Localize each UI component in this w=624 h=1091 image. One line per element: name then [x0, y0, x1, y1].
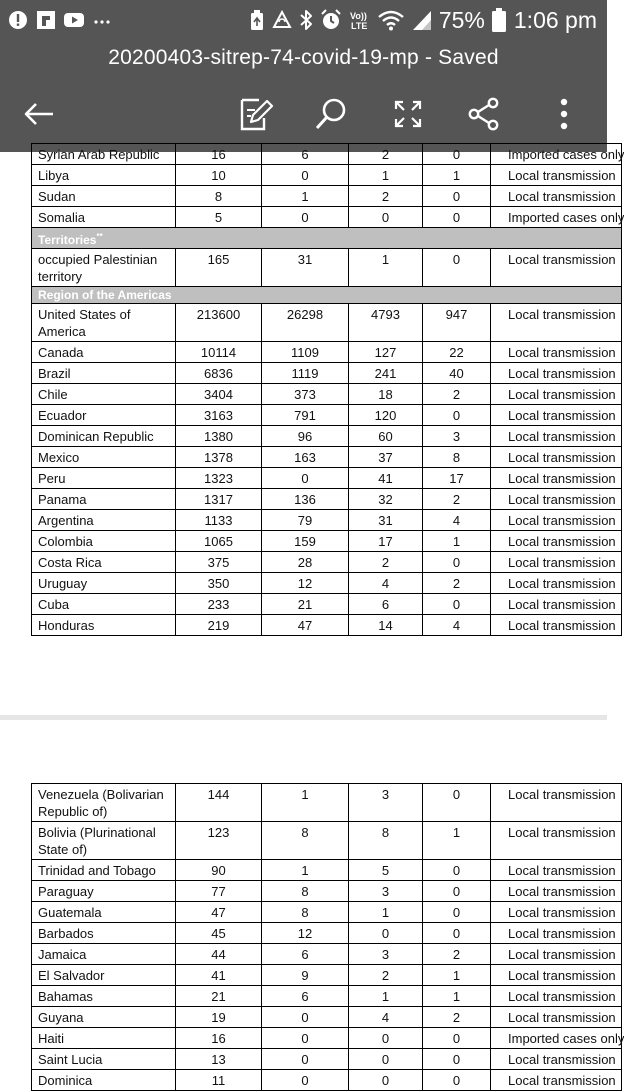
country-cell: Sudan — [32, 186, 176, 207]
section-title: Territories — [38, 233, 97, 247]
system-status — [242, 6, 597, 34]
alarm-icon — [320, 9, 342, 31]
new-cases-cell: 0 — [262, 1028, 349, 1049]
battery-icon — [492, 8, 506, 32]
country-cell: Haiti — [32, 1028, 176, 1049]
new-deaths-cell: 0 — [423, 405, 491, 426]
new-deaths-cell: 0 — [423, 923, 491, 944]
country-cell: Jamaica — [32, 944, 176, 965]
new-cases-cell: 21 — [262, 594, 349, 615]
table-body — [32, 784, 622, 1091]
new-deaths-cell: 0 — [423, 784, 491, 822]
new-deaths-cell: 8 — [423, 447, 491, 468]
country-cell: Honduras — [32, 615, 176, 636]
alert-icon — [8, 10, 28, 30]
table-row — [32, 1028, 622, 1049]
country-cell: Barbados — [32, 923, 176, 944]
total-cases-cell: 1378 — [176, 447, 262, 468]
total-deaths-cell: 32 — [349, 489, 423, 510]
new-deaths-cell: 0 — [423, 1049, 491, 1070]
table-row — [32, 342, 622, 363]
total-deaths-cell: 37 — [349, 447, 423, 468]
total-deaths-cell: 4793 — [349, 304, 423, 342]
new-cases-cell: 1 — [262, 784, 349, 822]
table-row — [32, 573, 622, 594]
new-deaths-cell: 1 — [423, 965, 491, 986]
clock: 1:06 pm — [513, 6, 597, 33]
youtube-icon — [64, 10, 84, 30]
country-cell: Paraguay — [32, 881, 176, 902]
section-header — [32, 287, 622, 304]
country-cell: Dominica — [32, 1070, 176, 1091]
table-row — [32, 986, 622, 1007]
table-row — [32, 510, 622, 531]
total-deaths-cell: 17 — [349, 531, 423, 552]
country-cell: Chile — [32, 384, 176, 405]
total-deaths-cell: 3 — [349, 784, 423, 822]
section-header-row — [32, 228, 622, 249]
new-cases-cell: 1109 — [262, 342, 349, 363]
table-row — [32, 426, 622, 447]
table-row — [32, 944, 622, 965]
total-deaths-cell: 8 — [349, 822, 423, 860]
transmission-cell: Local transmission — [491, 552, 622, 573]
total-cases-cell: 47 — [176, 902, 262, 923]
country-cell: Bahamas — [32, 986, 176, 1007]
new-deaths-cell: 0 — [423, 1028, 491, 1049]
transmission-cell: Local transmission — [491, 822, 622, 860]
new-cases-cell: 0 — [262, 1049, 349, 1070]
volte-icon — [349, 9, 371, 31]
country-cell: El Salvador — [32, 965, 176, 986]
new-cases-cell: 8 — [262, 902, 349, 923]
new-deaths-cell: 0 — [423, 881, 491, 902]
country-cell: occupied Palestinian territory — [32, 249, 176, 287]
share-button[interactable] — [462, 92, 506, 136]
total-deaths-cell: 31 — [349, 510, 423, 531]
table-row — [32, 531, 622, 552]
total-cases-cell: 350 — [176, 573, 262, 594]
table-row — [32, 489, 622, 510]
total-deaths-cell: 2 — [349, 552, 423, 573]
new-cases-cell: 6 — [262, 144, 349, 165]
new-deaths-cell: 2 — [423, 1007, 491, 1028]
new-cases-cell: 1 — [262, 860, 349, 881]
total-cases-cell: 3404 — [176, 384, 262, 405]
table-row — [32, 784, 622, 822]
transmission-cell: Local transmission — [491, 165, 622, 186]
country-cell: Syrian Arab Republic — [32, 144, 176, 165]
total-deaths-cell: 0 — [349, 1070, 423, 1091]
country-cell: Saint Lucia — [32, 1049, 176, 1070]
new-deaths-cell: 0 — [423, 207, 491, 228]
transmission-cell: Local transmission — [491, 944, 622, 965]
total-cases-cell: 21 — [176, 986, 262, 1007]
total-cases-cell: 77 — [176, 881, 262, 902]
transmission-cell: Imported cases only — [491, 207, 622, 228]
new-deaths-cell: 40 — [423, 363, 491, 384]
new-cases-cell: 12 — [262, 923, 349, 944]
new-cases-cell: 79 — [262, 510, 349, 531]
signal-icon — [411, 9, 433, 31]
notification-icons — [8, 8, 120, 32]
transmission-cell: Local transmission — [491, 615, 622, 636]
total-cases-cell: 16 — [176, 1028, 262, 1049]
table-row — [32, 447, 622, 468]
table-row — [32, 552, 622, 573]
total-cases-cell: 213600 — [176, 304, 262, 342]
total-deaths-cell: 0 — [349, 1028, 423, 1049]
transmission-cell: Local transmission — [491, 304, 622, 342]
country-cell: Panama — [32, 489, 176, 510]
country-cell: Cuba — [32, 594, 176, 615]
table-row — [32, 860, 622, 881]
country-cell: Guatemala — [32, 902, 176, 923]
transmission-cell: Local transmission — [491, 986, 622, 1007]
new-deaths-cell: 0 — [423, 552, 491, 573]
total-cases-cell: 1323 — [176, 468, 262, 489]
new-cases-cell: 1 — [262, 186, 349, 207]
total-deaths-cell: 41 — [349, 468, 423, 489]
transmission-cell: Local transmission — [491, 860, 622, 881]
country-cell: Trinidad and Tobago — [32, 860, 176, 881]
transmission-cell: Local transmission — [491, 186, 622, 207]
table-row — [32, 1007, 622, 1028]
transmission-cell: Imported cases only — [491, 1028, 622, 1049]
total-cases-cell: 165 — [176, 249, 262, 287]
table-row — [32, 363, 622, 384]
new-cases-cell: 136 — [262, 489, 349, 510]
table-row — [32, 965, 622, 986]
new-deaths-cell: 0 — [423, 594, 491, 615]
new-cases-cell: 28 — [262, 552, 349, 573]
transmission-cell: Local transmission — [491, 965, 622, 986]
country-cell: Uruguay — [32, 573, 176, 594]
document-page[interactable] — [0, 720, 624, 1088]
transmission-cell: Local transmission — [491, 405, 622, 426]
new-deaths-cell: 2 — [423, 384, 491, 405]
total-cases-cell: 5 — [176, 207, 262, 228]
new-cases-cell: 0 — [262, 207, 349, 228]
new-cases-cell: 12 — [262, 573, 349, 594]
total-cases-cell: 375 — [176, 552, 262, 573]
total-cases-cell: 41 — [176, 965, 262, 986]
new-cases-cell: 0 — [262, 165, 349, 186]
edit-button[interactable] — [234, 92, 278, 136]
country-cell: Libya — [32, 165, 176, 186]
table-row — [32, 881, 622, 902]
overflow-menu-icon — [559, 97, 569, 131]
new-cases-cell: 159 — [262, 531, 349, 552]
transmission-cell: Local transmission — [491, 573, 622, 594]
new-cases-cell: 9 — [262, 965, 349, 986]
document-title: 20200403-sitrep-74-covid-19-mp - Saved — [108, 46, 499, 69]
total-cases-cell: 90 — [176, 860, 262, 881]
transmission-cell: Local transmission — [491, 1049, 622, 1070]
new-deaths-cell: 0 — [423, 1070, 491, 1091]
table-row — [32, 405, 622, 426]
country-cell: Ecuador — [32, 405, 176, 426]
total-deaths-cell: 0 — [349, 207, 423, 228]
section-header-row — [32, 287, 622, 304]
new-deaths-cell: 0 — [423, 860, 491, 881]
country-cell: Brazil — [32, 363, 176, 384]
country-cell: Guyana — [32, 1007, 176, 1028]
total-cases-cell: 144 — [176, 784, 262, 822]
overflow-menu-button[interactable] — [542, 92, 586, 136]
total-deaths-cell: 1 — [349, 165, 423, 186]
new-deaths-cell: 0 — [423, 186, 491, 207]
transmission-cell: Local transmission — [491, 902, 622, 923]
country-cell: Venezuela (Bolivarian Republic of) — [32, 784, 176, 822]
transmission-cell: Local transmission — [491, 249, 622, 287]
country-cell: Canada — [32, 342, 176, 363]
search-button[interactable] — [309, 92, 353, 136]
total-cases-cell: 8 — [176, 186, 262, 207]
battery-saver-icon — [249, 9, 265, 31]
total-deaths-cell: 3 — [349, 944, 423, 965]
table-row — [32, 1049, 622, 1070]
new-cases-cell: 373 — [262, 384, 349, 405]
total-deaths-cell: 120 — [349, 405, 423, 426]
total-deaths-cell: 0 — [349, 1049, 423, 1070]
total-cases-cell: 10114 — [176, 342, 262, 363]
transmission-cell: Local transmission — [491, 342, 622, 363]
table-row — [32, 384, 622, 405]
table-row — [32, 822, 622, 860]
fullscreen-button[interactable] — [386, 92, 430, 136]
new-cases-cell: 6 — [262, 986, 349, 1007]
total-deaths-cell: 1 — [349, 986, 423, 1007]
table-row — [32, 615, 622, 636]
table-row — [32, 186, 622, 207]
search-icon — [314, 97, 348, 131]
flipboard-icon — [36, 10, 56, 30]
new-deaths-cell: 0 — [423, 144, 491, 165]
transmission-cell: Local transmission — [491, 363, 622, 384]
transmission-cell: Local transmission — [491, 489, 622, 510]
total-deaths-cell: 2 — [349, 186, 423, 207]
table-row — [32, 304, 622, 342]
total-deaths-cell: 6 — [349, 594, 423, 615]
total-deaths-cell: 2 — [349, 965, 423, 986]
new-deaths-cell: 1 — [423, 822, 491, 860]
total-deaths-cell: 18 — [349, 384, 423, 405]
new-cases-cell: 31 — [262, 249, 349, 287]
app-bar — [0, 40, 607, 152]
table-row — [32, 249, 622, 287]
total-deaths-cell: 4 — [349, 573, 423, 594]
country-cell: Costa Rica — [32, 552, 176, 573]
back-button[interactable] — [17, 92, 61, 136]
bluetooth-icon — [299, 9, 313, 31]
transmission-cell: Local transmission — [491, 1070, 622, 1091]
total-cases-cell: 3163 — [176, 405, 262, 426]
svg-text:Vo)): Vo)) — [349, 11, 367, 21]
new-cases-cell: 26298 — [262, 304, 349, 342]
total-cases-cell: 11 — [176, 1070, 262, 1091]
new-deaths-cell: 947 — [423, 304, 491, 342]
drive-sync-icon — [272, 10, 292, 30]
table-row — [32, 144, 622, 165]
total-deaths-cell: 2 — [349, 144, 423, 165]
edit-icon — [239, 96, 273, 132]
total-cases-cell: 1065 — [176, 531, 262, 552]
new-deaths-cell: 0 — [423, 902, 491, 923]
total-deaths-cell: 241 — [349, 363, 423, 384]
new-deaths-cell: 1 — [423, 531, 491, 552]
table-row — [32, 165, 622, 186]
total-deaths-cell: 60 — [349, 426, 423, 447]
covid-cases-table — [31, 143, 622, 636]
total-deaths-cell: 5 — [349, 860, 423, 881]
transmission-cell: Local transmission — [491, 426, 622, 447]
table-row — [32, 594, 622, 615]
new-deaths-cell: 4 — [423, 510, 491, 531]
total-cases-cell: 19 — [176, 1007, 262, 1028]
transmission-cell: Local transmission — [491, 881, 622, 902]
covid-cases-table — [31, 783, 622, 1091]
status-bar — [0, 0, 607, 40]
total-deaths-cell: 1 — [349, 249, 423, 287]
table-row — [32, 902, 622, 923]
back-icon — [23, 102, 55, 126]
wifi-icon — [378, 9, 404, 31]
table-row — [32, 1070, 622, 1091]
new-cases-cell: 163 — [262, 447, 349, 468]
total-cases-cell: 44 — [176, 944, 262, 965]
share-icon — [467, 97, 501, 131]
new-cases-cell: 47 — [262, 615, 349, 636]
new-deaths-cell: 3 — [423, 426, 491, 447]
svg-text:LTE: LTE — [350, 21, 368, 31]
table-row — [32, 207, 622, 228]
country-cell: Argentina — [32, 510, 176, 531]
country-cell: Peru — [32, 468, 176, 489]
footnote-marker: ** — [96, 232, 103, 241]
table-row — [32, 923, 622, 944]
transmission-cell: Local transmission — [491, 447, 622, 468]
country-cell: Mexico — [32, 447, 176, 468]
new-cases-cell: 0 — [262, 1070, 349, 1091]
new-deaths-cell: 0 — [423, 249, 491, 287]
total-deaths-cell: 4 — [349, 1007, 423, 1028]
table-body — [32, 144, 622, 636]
transmission-cell: Local transmission — [491, 923, 622, 944]
new-deaths-cell: 1 — [423, 986, 491, 1007]
total-deaths-cell: 14 — [349, 615, 423, 636]
new-deaths-cell: 22 — [423, 342, 491, 363]
new-deaths-cell: 2 — [423, 489, 491, 510]
new-cases-cell: 96 — [262, 426, 349, 447]
section-header — [32, 228, 622, 249]
battery-percentage: 75% — [438, 6, 485, 33]
country-cell: Colombia — [32, 531, 176, 552]
transmission-cell: Local transmission — [491, 384, 622, 405]
transmission-cell: Local transmission — [491, 510, 622, 531]
new-deaths-cell: 2 — [423, 573, 491, 594]
table-row — [32, 468, 622, 489]
document-page[interactable] — [0, 147, 624, 715]
new-deaths-cell: 2 — [423, 944, 491, 965]
fullscreen-icon — [393, 99, 423, 129]
new-cases-cell: 8 — [262, 822, 349, 860]
new-cases-cell: 8 — [262, 881, 349, 902]
section-title: Region of the Americas — [38, 288, 172, 302]
transmission-cell: Local transmission — [491, 594, 622, 615]
total-cases-cell: 123 — [176, 822, 262, 860]
total-deaths-cell: 127 — [349, 342, 423, 363]
total-deaths-cell: 1 — [349, 902, 423, 923]
total-cases-cell: 45 — [176, 923, 262, 944]
transmission-cell: Local transmission — [491, 784, 622, 822]
new-cases-cell: 1119 — [262, 363, 349, 384]
total-cases-cell: 6836 — [176, 363, 262, 384]
total-cases-cell: 1317 — [176, 489, 262, 510]
new-cases-cell: 0 — [262, 468, 349, 489]
country-cell: Somalia — [32, 207, 176, 228]
new-deaths-cell: 1 — [423, 165, 491, 186]
country-cell: United States of America — [32, 304, 176, 342]
more-icon — [92, 10, 112, 30]
total-cases-cell: 13 — [176, 1049, 262, 1070]
total-cases-cell: 1133 — [176, 510, 262, 531]
new-cases-cell: 0 — [262, 1007, 349, 1028]
transmission-cell: Local transmission — [491, 531, 622, 552]
total-cases-cell: 16 — [176, 144, 262, 165]
total-deaths-cell: 3 — [349, 881, 423, 902]
country-cell: Bolivia (Plurinational State of) — [32, 822, 176, 860]
new-cases-cell: 6 — [262, 944, 349, 965]
new-deaths-cell: 4 — [423, 615, 491, 636]
total-deaths-cell: 0 — [349, 923, 423, 944]
transmission-cell: Local transmission — [491, 1007, 622, 1028]
total-cases-cell: 10 — [176, 165, 262, 186]
new-deaths-cell: 17 — [423, 468, 491, 489]
total-cases-cell: 233 — [176, 594, 262, 615]
transmission-cell: Imported cases only — [491, 144, 622, 165]
total-cases-cell: 219 — [176, 615, 262, 636]
transmission-cell: Local transmission — [491, 468, 622, 489]
total-cases-cell: 1380 — [176, 426, 262, 447]
country-cell: Dominican Republic — [32, 426, 176, 447]
new-cases-cell: 791 — [262, 405, 349, 426]
